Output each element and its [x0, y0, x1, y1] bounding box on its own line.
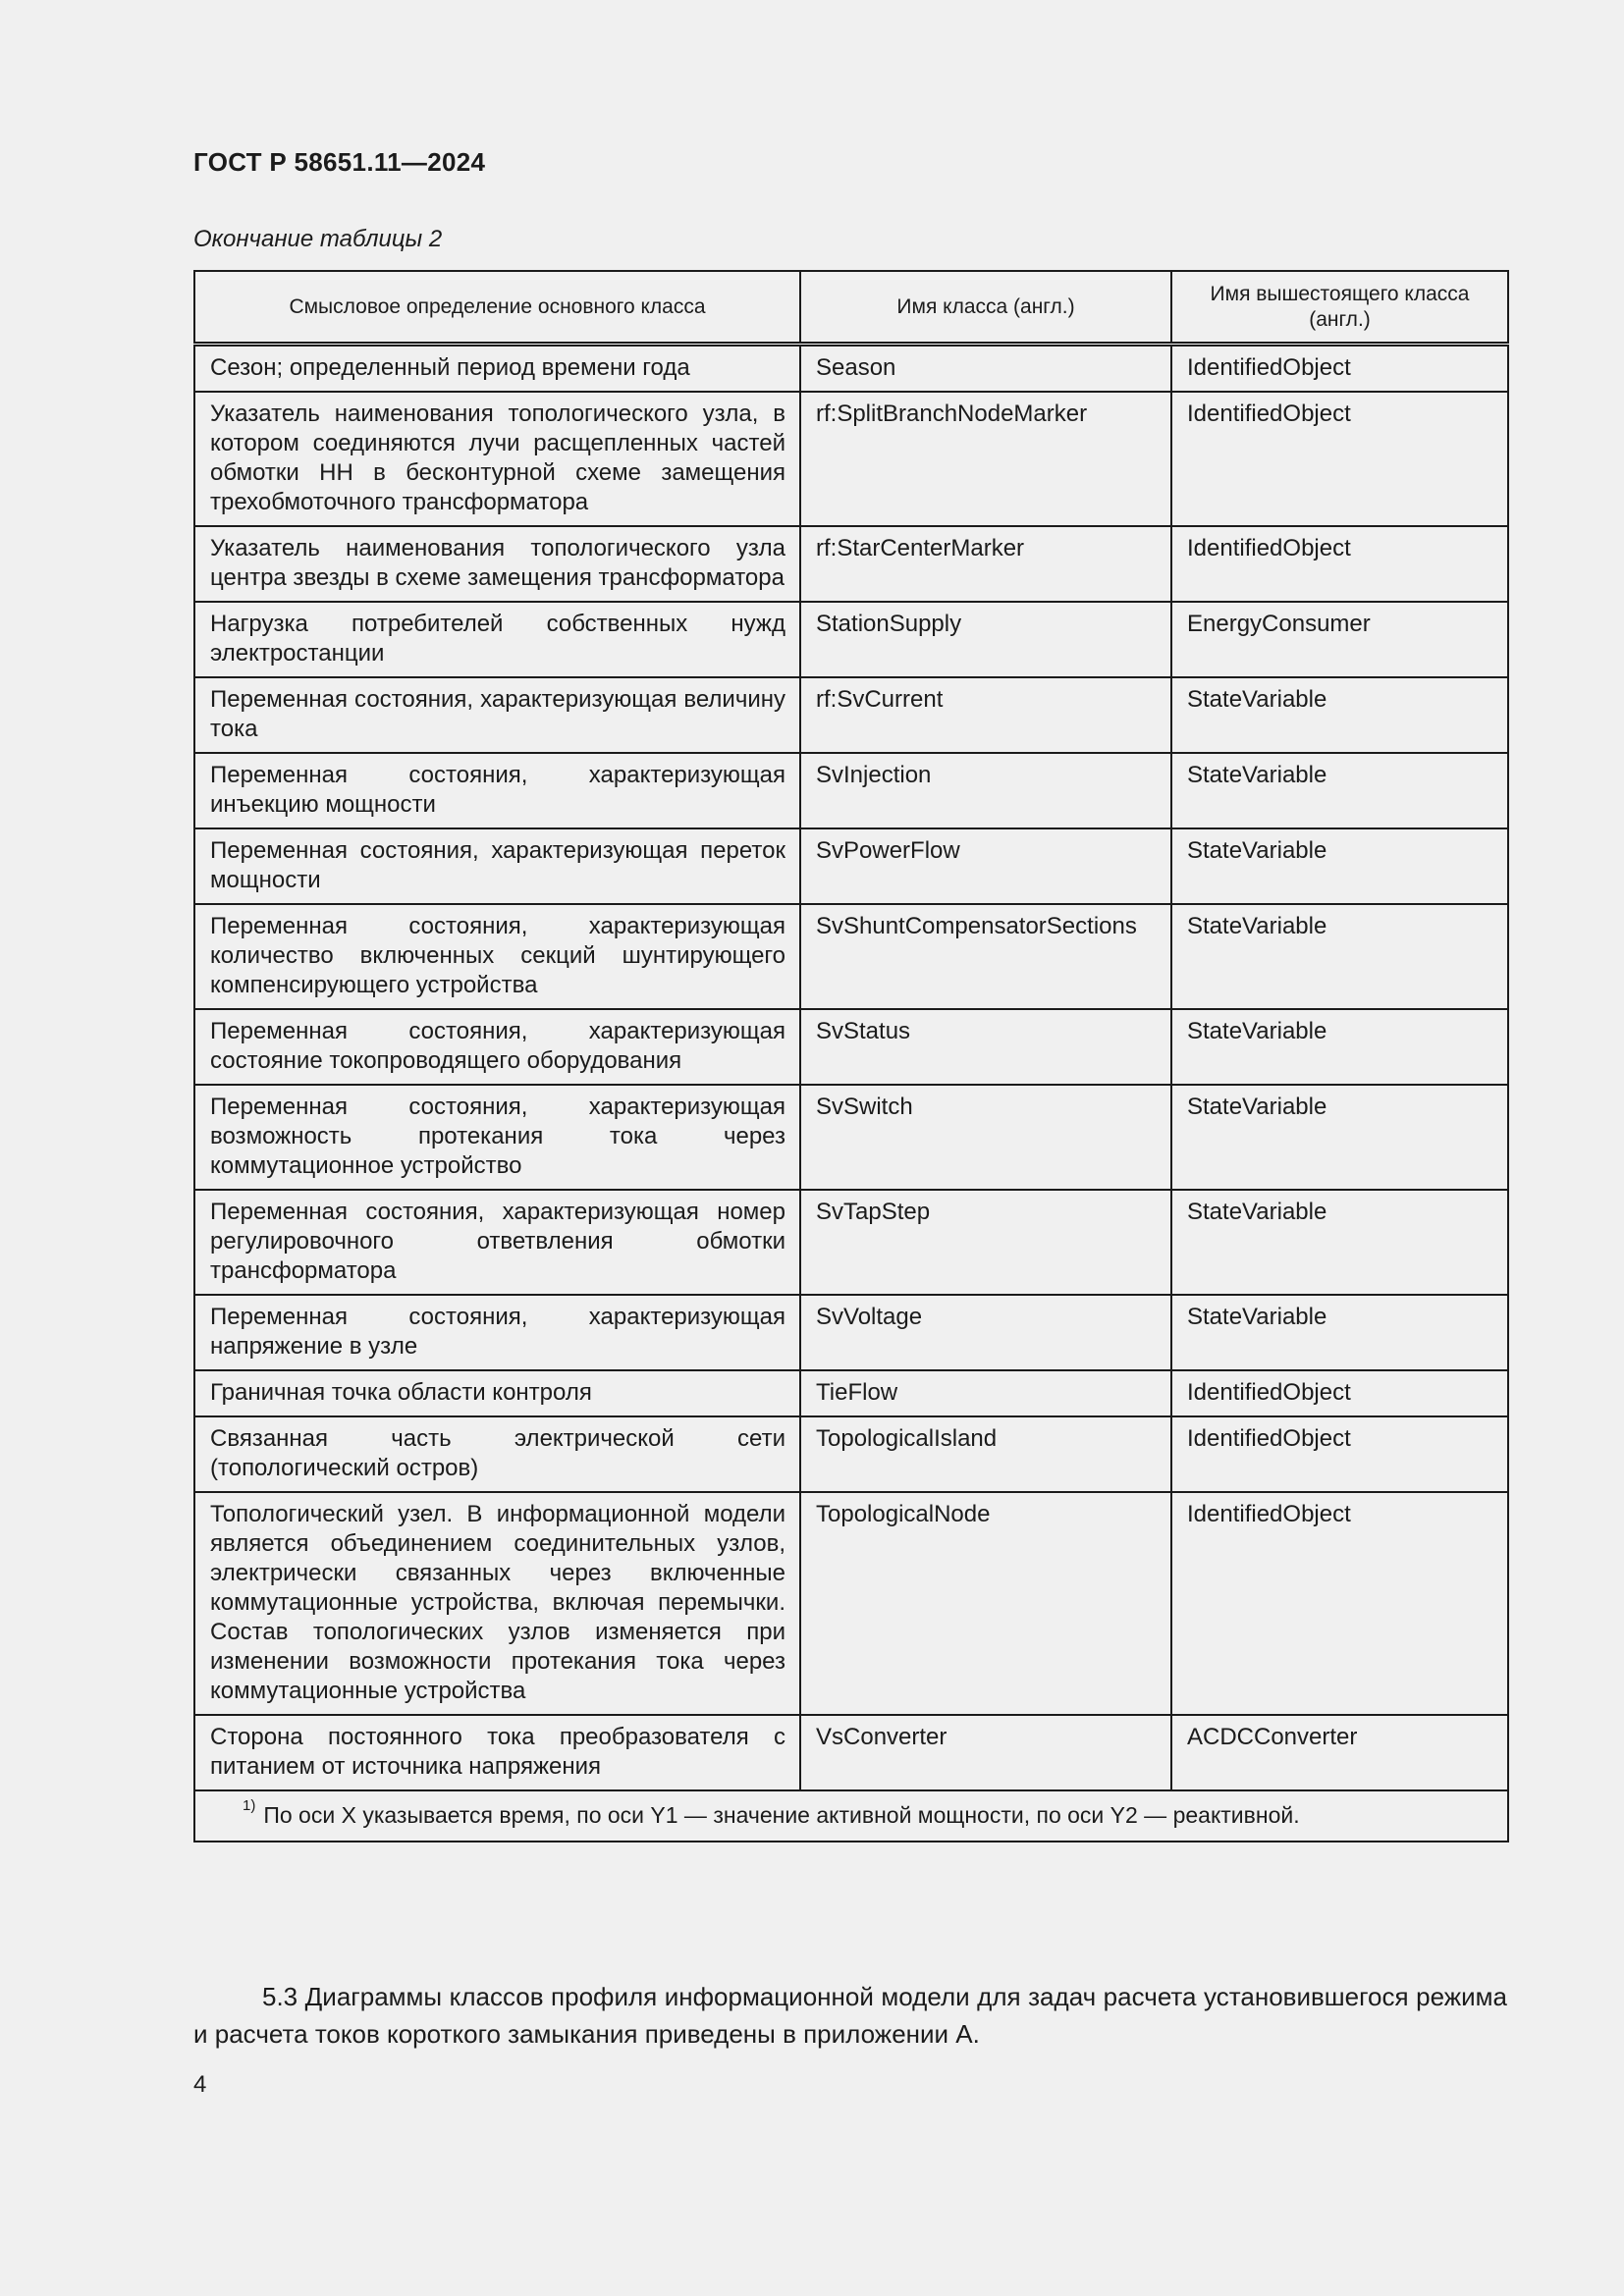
cell-parent-class: StateVariable	[1171, 1190, 1508, 1295]
cell-parent-class: StateVariable	[1171, 828, 1508, 904]
cell-class-name: rf:StarCenterMarker	[800, 526, 1171, 602]
cell-class-name: SvStatus	[800, 1009, 1171, 1085]
cell-definition: Переменная состояния, характеризующая напряжение в узле	[194, 1295, 800, 1370]
table-row	[194, 904, 1508, 1009]
classes-table	[193, 270, 1509, 1842]
table-row	[194, 828, 1508, 904]
cell-class-name: TieFlow	[800, 1370, 1171, 1416]
table-row	[194, 526, 1508, 602]
cell-parent-class: StateVariable	[1171, 1009, 1508, 1085]
table-header-row	[194, 271, 1508, 345]
cell-class-name: SvShuntCompensatorSections	[800, 904, 1171, 1009]
cell-definition: Переменная состояния, характеризующая возможность протекания тока через коммутационное устройство	[194, 1085, 800, 1190]
cell-definition: Сторона постоянного тока преобразователя с питанием от источника напряжения	[194, 1715, 800, 1790]
cell-class-name: SvVoltage	[800, 1295, 1171, 1370]
cell-definition: Нагрузка потребителей собственных нужд электростанции	[194, 602, 800, 677]
cell-parent-class: IdentifiedObject	[1171, 1492, 1508, 1715]
cell-parent-class: StateVariable	[1171, 753, 1508, 828]
cell-parent-class: StateVariable	[1171, 677, 1508, 753]
table-body	[194, 345, 1508, 1791]
cell-definition: Указатель наименования топологического узла, в котором соединяются лучи расщепленных частей обмотки НН в бесконтурной схеме замещения трехобмоточного трансформатора	[194, 392, 800, 526]
document-header: ГОСТ Р 58651.11—2024	[193, 147, 486, 177]
column-header-class-name: Имя класса (англ.)	[800, 271, 1171, 345]
cell-definition: Переменная состояния, характеризующая величину тока	[194, 677, 800, 753]
table-row	[194, 753, 1508, 828]
column-header-definition: Смысловое определение основного класса	[194, 271, 800, 345]
table-row	[194, 602, 1508, 677]
cell-class-name: StationSupply	[800, 602, 1171, 677]
column-header-parent-class: Имя вышестоящего класса (англ.)	[1171, 271, 1508, 345]
cell-definition: Указатель наименования топологического узла центра звезды в схеме замещения трансформатора	[194, 526, 800, 602]
cell-parent-class: IdentifiedObject	[1171, 1416, 1508, 1492]
cell-class-name: SvSwitch	[800, 1085, 1171, 1190]
page-number: 4	[193, 2071, 207, 2098]
cell-parent-class: IdentifiedObject	[1171, 392, 1508, 526]
cell-parent-class: IdentifiedObject	[1171, 345, 1508, 393]
cell-class-name: SvInjection	[800, 753, 1171, 828]
cell-definition: Переменная состояния, характеризующая переток мощности	[194, 828, 800, 904]
cell-class-name: TopologicalIsland	[800, 1416, 1171, 1492]
cell-class-name: Season	[800, 345, 1171, 393]
cell-definition: Сезон; определенный период времени года	[194, 345, 800, 393]
cell-definition: Переменная состояния, характеризующая номер регулировочного ответвления обмотки трансформатора	[194, 1190, 800, 1295]
cell-parent-class: EnergyConsumer	[1171, 602, 1508, 677]
table-row	[194, 1416, 1508, 1492]
table-row	[194, 1085, 1508, 1190]
cell-class-name: TopologicalNode	[800, 1492, 1171, 1715]
table-footnote	[194, 1790, 1508, 1842]
cell-definition: Переменная состояния, характеризующая количество включенных секций шунтирующего компенсирующего устройства	[194, 904, 800, 1009]
table-row	[194, 677, 1508, 753]
cell-class-name: rf:SplitBranchNodeMarker	[800, 392, 1171, 526]
cell-parent-class: IdentifiedObject	[1171, 526, 1508, 602]
cell-class-name: SvTapStep	[800, 1190, 1171, 1295]
cell-parent-class: StateVariable	[1171, 904, 1508, 1009]
table-caption: Окончание таблицы 2	[193, 226, 443, 252]
table-row	[194, 1295, 1508, 1370]
cell-parent-class: StateVariable	[1171, 1085, 1508, 1190]
table-row	[194, 345, 1508, 393]
cell-definition: Топологический узел. В информационной модели является объединением соединительных узлов, электрически связанных через включенные коммутационные устройства, включая перемычки. Состав топологических узлов изменяется при изменении возможности протекания тока через коммутационные устройства	[194, 1492, 800, 1715]
cell-definition: Связанная часть электрической сети (топологический остров)	[194, 1416, 800, 1492]
table-row	[194, 1715, 1508, 1790]
cell-parent-class: IdentifiedObject	[1171, 1370, 1508, 1416]
cell-definition: Переменная состояния, характеризующая инъекцию мощности	[194, 753, 800, 828]
cell-class-name: SvPowerFlow	[800, 828, 1171, 904]
cell-definition: Граничная точка области контроля	[194, 1370, 800, 1416]
table-row	[194, 392, 1508, 526]
table-row	[194, 1492, 1508, 1715]
cell-parent-class: StateVariable	[1171, 1295, 1508, 1370]
footnote-marker: 1)	[243, 1797, 256, 1815]
cell-definition: Переменная состояния, характеризующая состояние токопроводящего оборудования	[194, 1009, 800, 1085]
section-paragraph: 5.3 Диаграммы классов профиля информационной модели для задач расчета установившегося режима и расчета токов короткого замыкания приведены в приложении А.	[193, 1982, 1507, 2049]
cell-class-name: VsConverter	[800, 1715, 1171, 1790]
footnote-text: По оси X указывается время, по оси Y1 — значение активной мощности, по оси Y2 — реактивной.	[263, 1802, 1300, 1828]
cell-parent-class: ACDCConverter	[1171, 1715, 1508, 1790]
cell-class-name: rf:SvCurrent	[800, 677, 1171, 753]
table-row	[194, 1190, 1508, 1295]
table-row	[194, 1370, 1508, 1416]
table-footnote-row	[194, 1790, 1508, 1842]
table-row	[194, 1009, 1508, 1085]
